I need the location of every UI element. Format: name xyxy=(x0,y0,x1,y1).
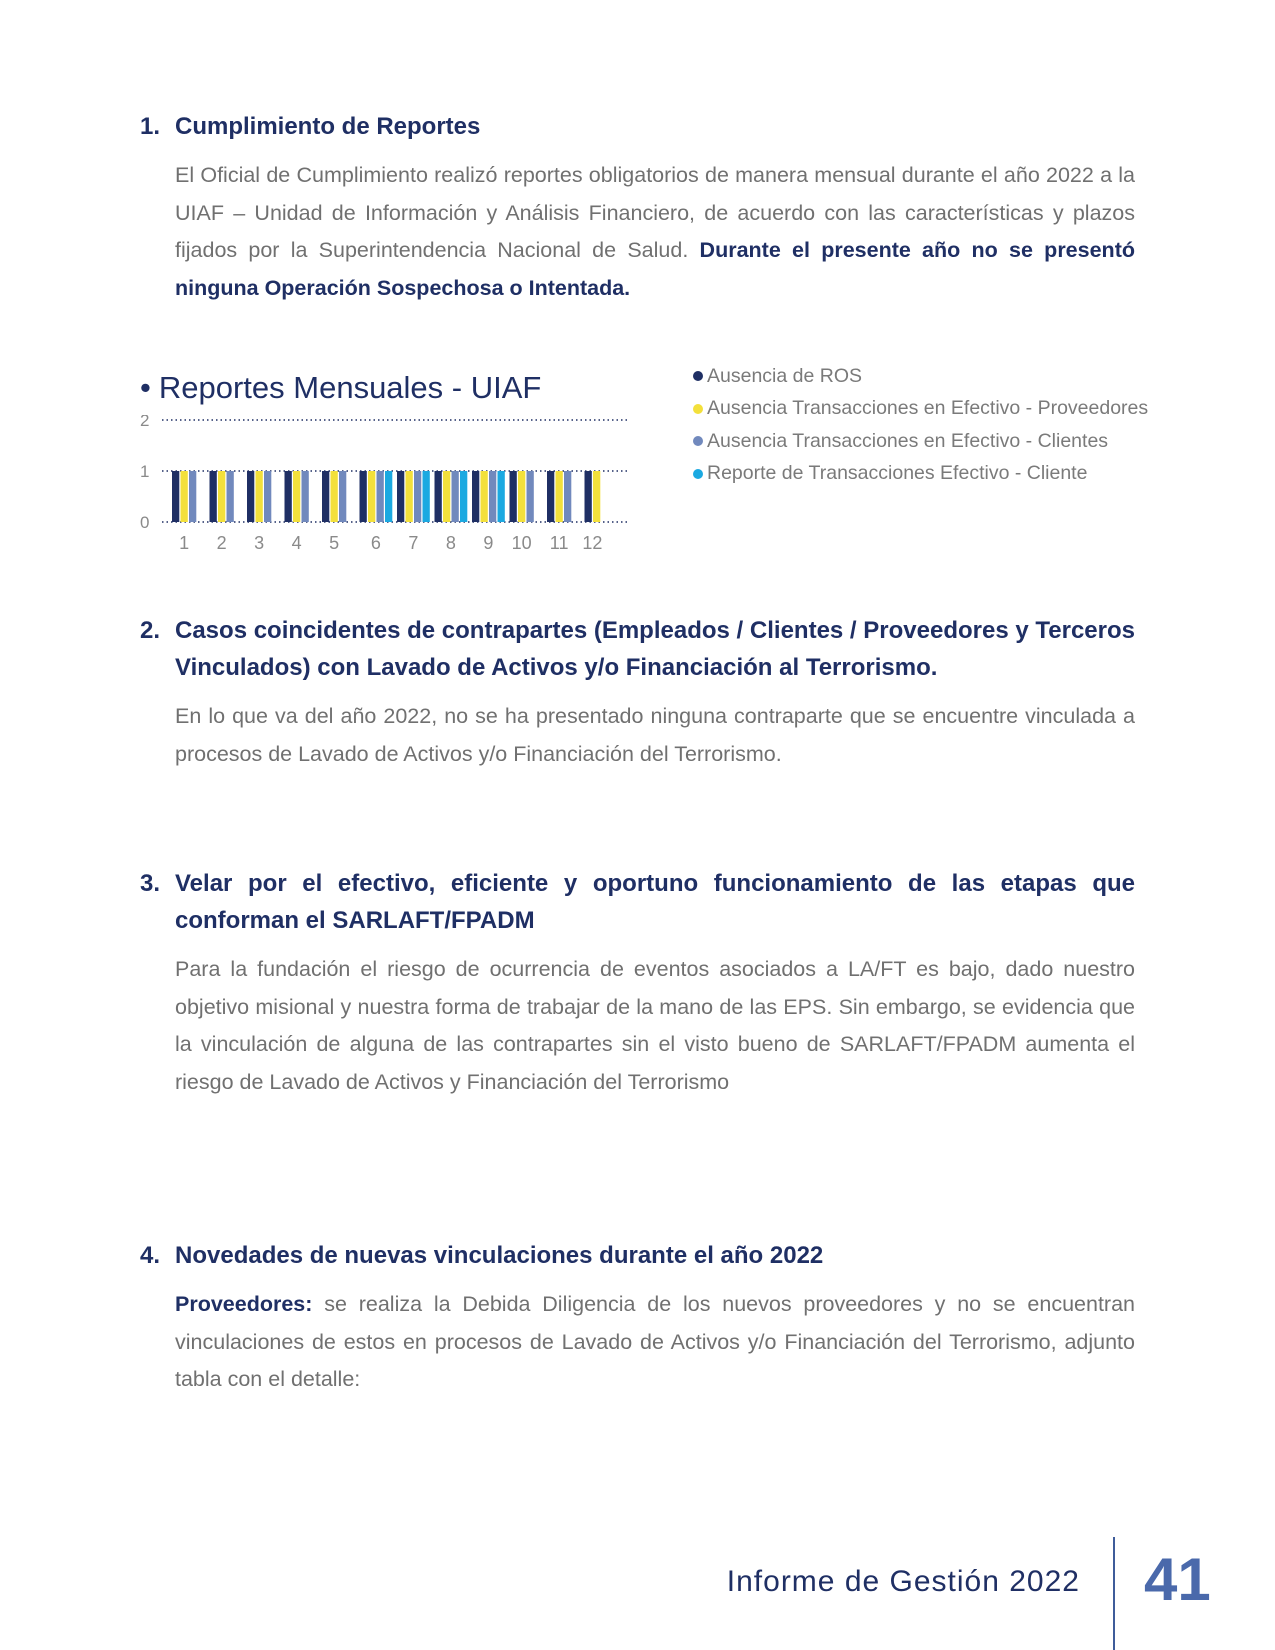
bar-month-1-series-0 xyxy=(172,471,179,522)
bar-month-4-series-2 xyxy=(302,471,309,522)
section-1-heading xyxy=(140,108,1135,145)
section-1-title: Cumplimiento de Reportes xyxy=(175,113,481,140)
bar-month-2-series-1 xyxy=(218,471,225,522)
section-4-number: 4. xyxy=(140,1242,161,1269)
bar-month-1-series-2 xyxy=(189,471,196,522)
section-2-heading xyxy=(140,612,1135,686)
legend-item xyxy=(693,458,1148,491)
chart-title-text: Reportes Mensuales - UIAF xyxy=(158,370,542,405)
bar-month-10-series-2 xyxy=(527,471,534,522)
chart-legend xyxy=(693,360,1148,490)
legend-dot-icon xyxy=(693,371,703,381)
section-2-title: Casos coincidentes de contrapartes (Empleados / Clientes / Proveedores y Terceros Vinculados) con Lavado de Activos y/o Financiación al Terrorismo. xyxy=(175,617,1135,681)
page-number: 41 xyxy=(1144,1546,1211,1613)
section-4-title: Novedades de nuevas vinculaciones durante el año 2022 xyxy=(175,1242,824,1269)
x-tick-label: 11 xyxy=(549,533,569,553)
bar-month-5-series-0 xyxy=(322,471,329,522)
bar-month-4-series-1 xyxy=(293,471,300,522)
chart-title xyxy=(140,370,541,406)
reportes-chart xyxy=(140,360,1190,580)
x-tick-label: 9 xyxy=(483,533,494,553)
x-tick-label: 12 xyxy=(582,533,603,553)
legend-dot-icon xyxy=(693,404,703,414)
bar-month-9-series-3 xyxy=(498,471,505,522)
bar-month-10-series-1 xyxy=(518,471,525,522)
legend-dot-icon xyxy=(693,436,703,446)
bar-month-2-series-0 xyxy=(210,471,217,522)
section-4-heading xyxy=(140,1237,1135,1274)
bar-month-2-series-2 xyxy=(227,471,234,522)
bar-month-4-series-0 xyxy=(285,471,292,522)
x-tick-label: 6 xyxy=(370,533,381,553)
bar-month-12-series-0 xyxy=(585,471,592,522)
bar-month-8-series-1 xyxy=(443,471,450,522)
bar-month-5-series-1 xyxy=(331,471,338,522)
legend-label: Ausencia de ROS xyxy=(707,364,863,387)
bar-month-5-series-2 xyxy=(339,471,346,522)
legend-dot-icon xyxy=(693,469,703,479)
section-1-number: 1. xyxy=(140,113,161,140)
section-1-body xyxy=(175,157,1135,307)
bar-month-3-series-2 xyxy=(264,471,271,522)
bar-month-11-series-0 xyxy=(547,471,554,522)
section-2-number: 2. xyxy=(140,617,161,644)
legend-item xyxy=(693,393,1148,426)
bar-month-8-series-0 xyxy=(435,471,442,522)
bar-month-3-series-0 xyxy=(247,471,254,522)
bar-month-11-series-2 xyxy=(564,471,571,522)
bar-month-7-series-0 xyxy=(397,471,404,522)
section-2 xyxy=(140,612,1135,773)
x-tick-label: 4 xyxy=(291,533,302,553)
y-tick-label: 1 xyxy=(140,462,150,481)
bar-month-7-series-2 xyxy=(414,471,421,522)
x-tick-label: 7 xyxy=(408,533,419,553)
legend-label: Ausencia Transacciones en Efectivo - Clientes xyxy=(707,429,1109,452)
section-4-body xyxy=(175,1286,1135,1399)
legend-label: Ausencia Transacciones en Efectivo - Proveedores xyxy=(707,397,1149,420)
bar-month-9-series-0 xyxy=(472,471,479,522)
footer-title: Informe de Gestión 2022 xyxy=(726,1565,1080,1598)
x-tick-label: 5 xyxy=(329,533,340,553)
section-3-number: 3. xyxy=(140,870,161,897)
section-3-body: Para la fundación el riesgo de ocurrencia de eventos asociados a LA/FT es bajo, dado nuestro objetivo misional y nuestra forma de trabajar de la mano de las EPS. Sin embargo, se evidencia que la vinculación de alguna de las contrapartes sin el visto bueno de SARLAFT/FPADM aumenta el riesgo de Lavado de Activos y Financiación del Terrorismo xyxy=(175,957,1135,1094)
section-1 xyxy=(140,108,1135,307)
legend-item xyxy=(693,360,1148,393)
bar-month-10-series-0 xyxy=(510,471,517,522)
bar-month-9-series-1 xyxy=(481,471,488,522)
chart-title-bullet: • xyxy=(140,370,151,405)
bar-month-6-series-2 xyxy=(377,471,384,522)
section-1-body-text: El Oficial de Cumplimiento realizó reportes obligatorios de manera mensual durante el año 2022 a la UIAF – Unidad de Información y Análisis Financiero, de acuerdo con las características y plazos fijados por la Superintendencia Nacional de Salud. xyxy=(175,163,1135,262)
bar-month-7-series-1 xyxy=(406,471,413,522)
bar-month-6-series-1 xyxy=(368,471,375,522)
y-tick-label: 0 xyxy=(140,513,150,532)
bar-month-8-series-2 xyxy=(452,471,459,522)
bar-month-6-series-3 xyxy=(385,471,392,522)
legend-item xyxy=(693,425,1148,458)
bar-month-6-series-0 xyxy=(360,471,367,522)
x-tick-label: 10 xyxy=(511,533,532,553)
x-tick-label: 8 xyxy=(445,533,456,553)
bar-month-7-series-3 xyxy=(423,471,430,522)
bar-month-3-series-1 xyxy=(256,471,263,522)
bar-month-11-series-1 xyxy=(556,471,563,522)
section-4 xyxy=(140,1237,1135,1399)
legend-label: Reporte de Transacciones Efectivo - Cliente xyxy=(707,462,1088,485)
section-3 xyxy=(140,865,1135,1101)
footer-divider xyxy=(1113,1537,1115,1650)
bar-month-12-series-1 xyxy=(593,471,600,522)
section-3-title: Velar por el efectivo, eficiente y oportuno funcionamiento de las etapas que conforman el SARLAFT/FPADM xyxy=(175,870,1135,934)
bar-month-1-series-1 xyxy=(181,471,188,522)
x-tick-label: 2 xyxy=(216,533,227,553)
section-1-body-bold: Durante el presente año no se presentó ninguna Operación Sospechosa o Intentada. xyxy=(175,238,1135,300)
section-4-body-lead: Proveedores: xyxy=(175,1292,313,1316)
x-tick-label: 3 xyxy=(254,533,265,553)
bar-month-9-series-2 xyxy=(489,471,496,522)
bar-month-8-series-3 xyxy=(460,471,467,522)
y-tick-label: 2 xyxy=(140,415,150,430)
section-2-body: En lo que va del año 2022, no se ha presentado ninguna contraparte que se encuentre vinculada a procesos de Lavado de Activos y/o Financiación del Terrorismo. xyxy=(175,704,1135,766)
section-3-heading xyxy=(140,865,1135,939)
x-tick-label: 1 xyxy=(179,533,190,553)
section-4-body-text: se realiza la Debida Diligencia de los nuevos proveedores y no se encuentran vinculaciones de estos en procesos de Lavado de Activos y/o Financiación del Terrorismo, adjunto tabla con el detalle: xyxy=(175,1292,1135,1391)
chart-plot xyxy=(140,415,640,555)
